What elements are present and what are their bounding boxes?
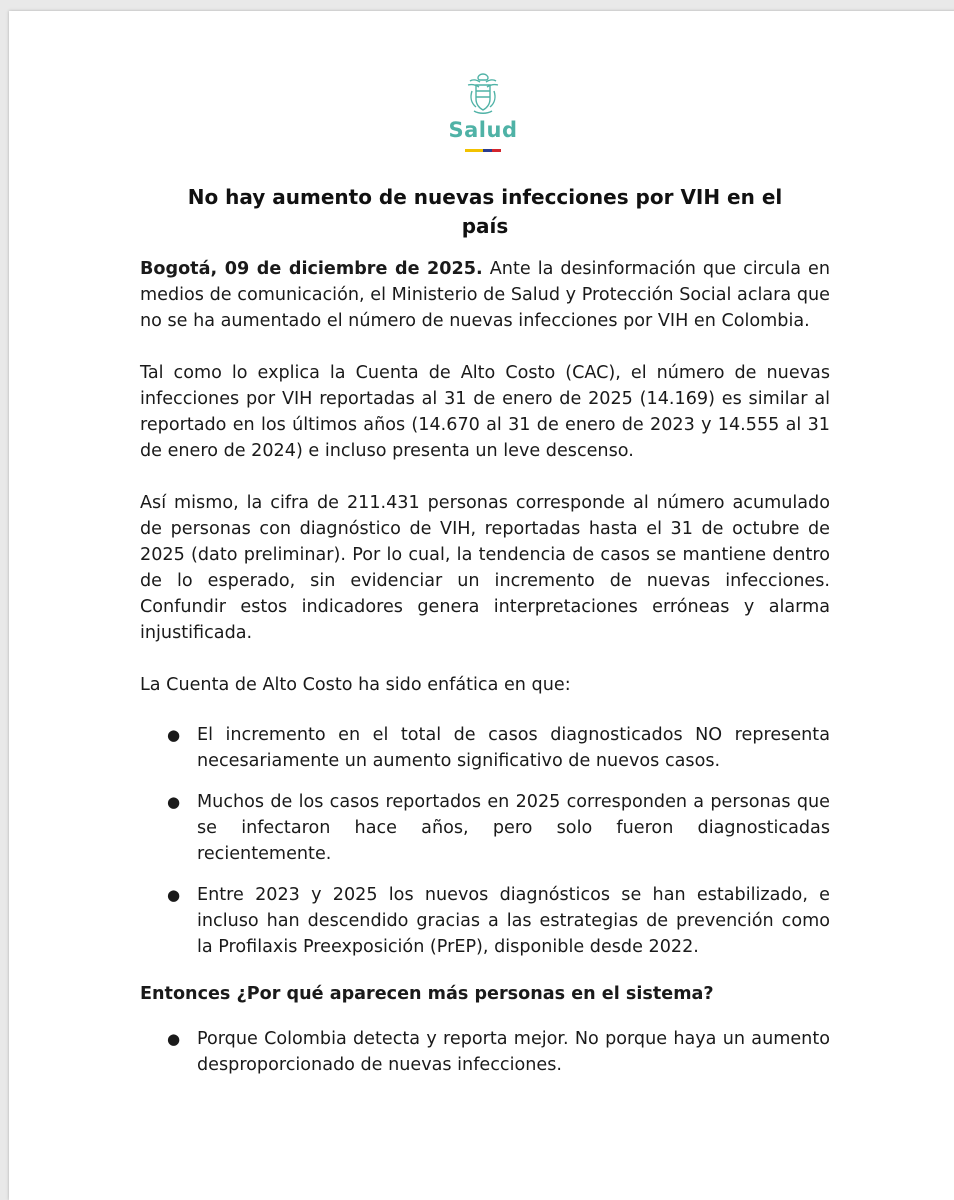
flag-yellow	[465, 149, 483, 152]
press-release-body	[140, 183, 830, 1093]
bullet-icon: ●	[167, 1030, 181, 1048]
subheading: Entonces ¿Por qué aparecen más personas en el sistema?	[140, 984, 714, 1004]
list-item-text: El incremento en el total de casos diagnosticados NO representa necesariamente un aumento significativo de nuevos casos.	[197, 725, 830, 771]
logo-wordmark: Salud	[448, 118, 518, 142]
list-item	[140, 1026, 830, 1078]
page-title: No hay aumento de nuevas infecciones por VIH en el país	[187, 185, 783, 238]
coat-of-arms-icon	[466, 71, 500, 117]
bullet-icon: ●	[167, 793, 181, 811]
bullet-list-2	[140, 1026, 830, 1078]
paragraph-cumulative: Así mismo, la cifra de 211.431 personas corresponde al número acumulado de personas con diagnóstico de VIH, reportadas hasta el 31 de octubre de 2025 (dato preliminar). Por lo cual, la tendencia de casos se mantiene dentro de lo esperado, sin evidenciar un incremento de nuevas infecciones. Confundir estos indicadores genera interpretaciones erróneas y alarma injustificada.	[140, 493, 830, 643]
flag-red	[492, 149, 501, 152]
paragraph-intro	[140, 256, 830, 334]
ministry-logo	[9, 71, 954, 152]
bullet-list	[140, 722, 830, 960]
list-item-text: Muchos de los casos reportados en 2025 corresponden a personas que se infectaron hace años, pero solo fueron diagnosticadas recientemente.	[197, 792, 830, 864]
list-item-text: Porque Colombia detecta y reporta mejor. No porque haya un aumento desproporcionado de nuevas infecciones.	[197, 1029, 830, 1075]
list-item	[140, 882, 830, 960]
paragraph-emphasis: La Cuenta de Alto Costo ha sido enfática en que:	[140, 675, 571, 695]
document-page	[9, 11, 954, 1200]
intro-text: Ante la desinformación que circula en medios de comunicación, el Ministerio de Salud y Protección Social aclara que no se ha aumentado el número de nuevas infecciones por VIH en Colombia.	[140, 259, 830, 331]
list-item	[140, 722, 830, 774]
flag-stripe	[465, 149, 501, 152]
dateline: Bogotá, 09 de diciembre de 2025.	[140, 259, 483, 279]
list-item	[140, 789, 830, 867]
flag-blue	[483, 149, 492, 152]
paragraph-cac: Tal como lo explica la Cuenta de Alto Costo (CAC), el número de nuevas infecciones por VIH reportadas al 31 de enero de 2025 (14.169) es similar al reportado en los últimos años (14.670 al 31 de enero de 2023 y 14.555 al 31 de enero de 2024) e incluso presenta un leve descenso.	[140, 363, 830, 461]
bullet-icon: ●	[167, 886, 181, 904]
list-item-text: Entre 2023 y 2025 los nuevos diagnósticos se han estabilizado, e incluso han descendido gracias a las estrategias de prevención como la Profilaxis Preexposición (PrEP), disponible desde 2022.	[197, 885, 830, 957]
bullet-icon: ●	[167, 726, 181, 744]
